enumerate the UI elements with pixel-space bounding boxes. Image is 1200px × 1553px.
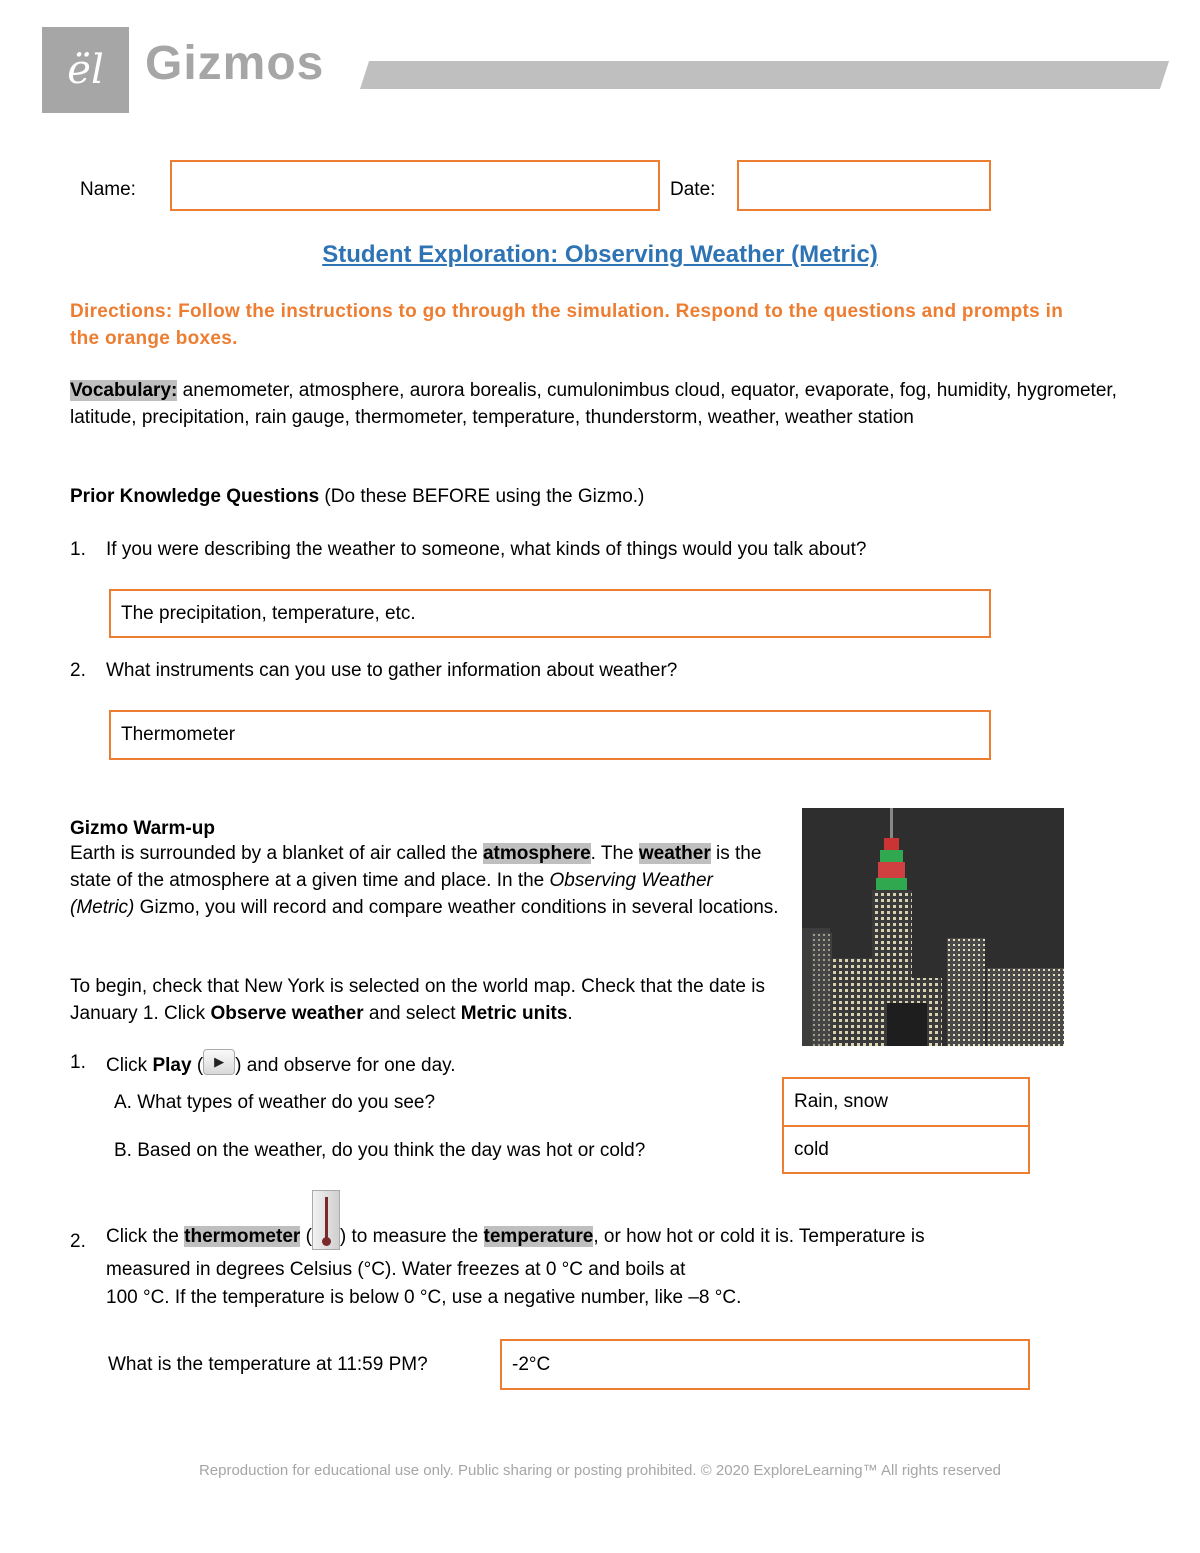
footer-copyright: Reproduction for educational use only. Public sharing or posting prohibited. © 2020 ExploreLearning™ All rights reserved bbox=[198, 1462, 1002, 1479]
warmup-heading: Gizmo Warm-up bbox=[70, 818, 215, 839]
term-weather: weather bbox=[638, 843, 711, 864]
vocabulary-label: Vocabulary: bbox=[70, 380, 178, 401]
logo-mark-text: ël bbox=[67, 47, 104, 93]
page-title: Student Exploration: Observing Weather (Metric) bbox=[322, 241, 878, 268]
prior-heading-text: Prior Knowledge Questions bbox=[70, 486, 320, 507]
prior-q1-text: If you were describing the weather to someone, what kinds of things would you talk about? bbox=[106, 539, 867, 560]
name-label: Name: bbox=[80, 179, 136, 200]
prior-knowledge-heading bbox=[70, 483, 644, 510]
metric-units-term: Metric units bbox=[460, 1003, 568, 1024]
term-temperature: temperature bbox=[483, 1226, 594, 1247]
prior-q2-answer[interactable]: Thermometer bbox=[109, 710, 991, 760]
q2-text-d: , or how hot or cold it is. Temperature is bbox=[593, 1226, 925, 1247]
city-skyline-icon bbox=[802, 808, 1064, 1046]
header-bar bbox=[360, 61, 1169, 89]
vocabulary-list: anemometer, atmosphere, aurora borealis, cumulonimbus cloud, equator, evaporate, fog, humidity, hygrometer, latitude, precipitation, rain gauge, thermometer, temperature, thunderstorm, weather, weather station bbox=[70, 380, 1117, 428]
q1-text-a: Click bbox=[106, 1055, 153, 1077]
prior-q1-number: 1. bbox=[70, 539, 86, 560]
term-atmosphere: atmosphere bbox=[482, 843, 591, 864]
prior-q2-number: 2. bbox=[70, 660, 86, 681]
play-icon: ▶ bbox=[203, 1049, 235, 1075]
warmup-q2-line3: 100 °C. If the temperature is below 0 °C, use a negative number, like –8 °C. bbox=[106, 1287, 742, 1308]
q2-text-a: Click the bbox=[106, 1226, 185, 1247]
warmup-q2-line1 bbox=[106, 1190, 925, 1250]
gizmos-logo-word: Gizmos bbox=[145, 37, 325, 90]
warmup-paragraph-1 bbox=[70, 840, 780, 921]
date-field[interactable] bbox=[737, 160, 991, 211]
date-label: Date: bbox=[670, 179, 716, 200]
warmup-q1b-text: B. Based on the weather, do you think the day was hot or cold? bbox=[114, 1140, 646, 1161]
gizmo-name: Observing Weather (Metric) bbox=[70, 870, 713, 918]
q1-text-c: ) and observe for one day. bbox=[235, 1055, 456, 1077]
new-york-city-image bbox=[802, 808, 1064, 1046]
warmup-q2-prompt: What is the temperature at 11:59 PM? bbox=[108, 1354, 428, 1375]
gizmos-logo-mark bbox=[42, 27, 129, 113]
name-field[interactable] bbox=[170, 160, 660, 211]
warmup-q2-line2: measured in degrees Celsius (°C). Water freezes at 0 °C and boils at bbox=[106, 1259, 686, 1280]
q1-text-b: ( bbox=[191, 1055, 204, 1077]
p2-text-b: and select bbox=[363, 1003, 461, 1024]
prior-note: (Do these BEFORE using the Gizmo.) bbox=[319, 486, 645, 507]
play-term: Play bbox=[152, 1055, 192, 1077]
p1-text-a: Earth is surrounded by a blanket of air called the bbox=[70, 843, 483, 864]
q2-text-b: ( bbox=[300, 1226, 312, 1247]
prior-q1-answer[interactable]: The precipitation, temperature, etc. bbox=[109, 589, 991, 638]
p1-text-b: . The bbox=[590, 843, 639, 864]
warmup-q2-number: 2. bbox=[70, 1231, 86, 1252]
q2-text-c: ) to measure the bbox=[339, 1226, 484, 1247]
warmup-q1a-answer[interactable]: Rain, snow bbox=[782, 1077, 1030, 1127]
directions: Directions: Follow the instructions to go through the simulation. Respond to the questions and prompts in the orange boxes. bbox=[70, 301, 1064, 349]
p1-text-d: Gizmo, you will record and compare weather conditions in several locations. bbox=[134, 897, 779, 918]
warmup-q1-number: 1. bbox=[70, 1052, 86, 1073]
warmup-q1a-text: A. What types of weather do you see? bbox=[114, 1092, 436, 1113]
thermometer-icon bbox=[312, 1190, 340, 1250]
p2-text-c: . bbox=[567, 1003, 573, 1024]
prior-q2-text: What instruments can you use to gather information about weather? bbox=[106, 660, 678, 681]
warmup-paragraph-2 bbox=[70, 973, 770, 1027]
vocabulary bbox=[70, 377, 1130, 431]
term-thermometer: thermometer bbox=[184, 1226, 301, 1247]
observe-weather-term: Observe weather bbox=[210, 1003, 364, 1024]
warmup-q2-answer[interactable]: -2°C bbox=[500, 1339, 1030, 1390]
p1-text-c: is the state of the atmosphere at a given time and place. In the bbox=[70, 843, 762, 891]
p2-text-a: To begin, check that New York is selected on the world map. Check that the date is January 1. Click bbox=[70, 976, 765, 1024]
warmup-q1b-answer[interactable]: cold bbox=[782, 1125, 1030, 1174]
warmup-q1-text bbox=[106, 1053, 456, 1079]
